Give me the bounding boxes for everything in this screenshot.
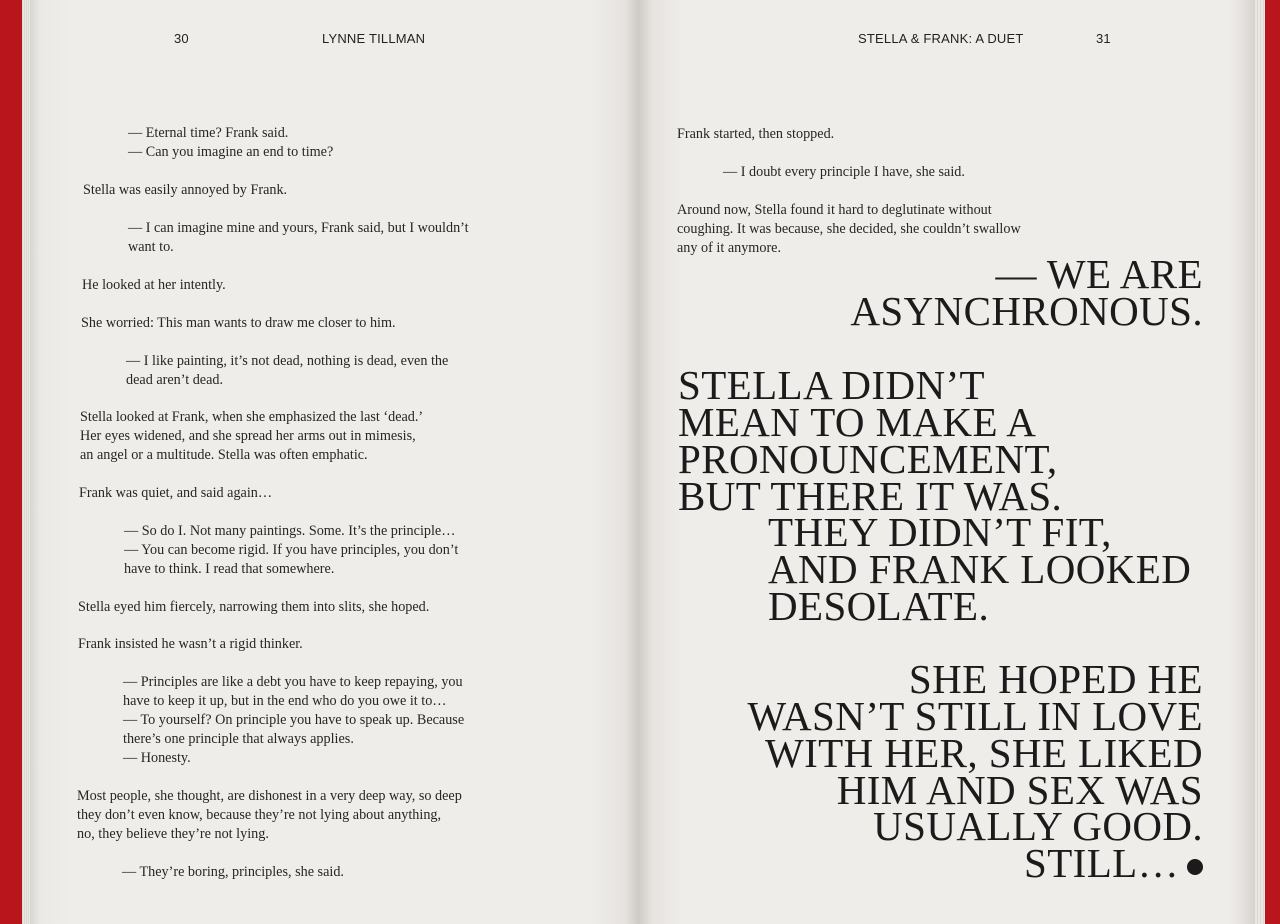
text-line: no, they believe they’re not lying. — [77, 826, 269, 842]
display-line: ASYNCHRONOUS. — [850, 288, 1203, 334]
left-page — [30, 0, 638, 924]
text-line: — So do I. Not many paintings. Some. It’s the principle… — [124, 523, 456, 539]
display-line-text: STILL… — [1024, 840, 1179, 886]
text-line: Around now, Stella found it hard to deglutinate without — [677, 202, 992, 218]
right-page — [638, 0, 1255, 924]
text-line: — I can imagine mine and yours, Frank said, but I wouldn’t — [128, 220, 469, 236]
display-line: HIM AND SEX WAS — [836, 767, 1203, 813]
display-line: USUALLY GOOD. — [873, 803, 1203, 849]
text-line: Her eyes widened, and she spread her arms out in mimesis, — [80, 428, 416, 444]
display-line: MEAN TO MAKE A — [678, 399, 1037, 445]
text-line: want to. — [128, 239, 174, 255]
page-edge-right — [1255, 0, 1265, 924]
display-line-final — [1024, 840, 1203, 886]
display-line: — WE ARE — [995, 251, 1203, 297]
text-line: — I like painting, it’s not dead, nothing is dead, even the — [126, 353, 449, 369]
end-dot-icon — [1187, 859, 1203, 875]
display-line: DESOLATE. — [768, 583, 990, 629]
text-line: — They’re boring, principles, she said. — [122, 864, 344, 880]
text-line: — Honesty. — [123, 750, 191, 766]
text-line: they don’t even know, because they’re not lying about anything, — [77, 807, 442, 823]
page-edge-left — [22, 0, 30, 924]
text-line: Most people, she thought, are dishonest in a very deep way, so deep — [77, 788, 462, 804]
display-line: STELLA DIDN’T — [678, 362, 985, 408]
left-page-number: 30 — [174, 31, 189, 46]
text-line: have to keep it up, but in the end who do you owe it to… — [123, 693, 447, 709]
text-line: Frank insisted he wasn’t a rigid thinker. — [78, 636, 303, 652]
text-line: — Principles are like a debt you have to keep repaying, you — [123, 674, 463, 690]
display-line: PRONOUNCEMENT, — [678, 436, 1058, 482]
text-line: have to think. I read that somewhere. — [124, 561, 335, 577]
text-line: — I doubt every principle I have, she said. — [723, 164, 965, 180]
text-line: — Can you imagine an end to time? — [128, 144, 334, 160]
text-line: Stella was easily annoyed by Frank. — [83, 182, 288, 198]
right-running-head: STELLA & FRANK: A DUET — [858, 31, 1024, 46]
text-line: Frank started, then stopped. — [677, 126, 835, 142]
left-running-head: LYNNE TILLMAN — [322, 31, 426, 46]
text-line: there’s one principle that always applies. — [123, 731, 354, 747]
display-line: AND FRANK LOOKED — [768, 546, 1192, 592]
text-line: — To yourself? On principle you have to speak up. Because — [123, 712, 465, 728]
text-line: Stella looked at Frank, when she emphasized the last ‘dead.’ — [80, 409, 424, 425]
right-page-number: 31 — [1096, 31, 1111, 46]
text-line: — Eternal time? Frank said. — [128, 125, 289, 141]
display-line: BUT THERE IT WAS. — [678, 473, 1063, 519]
display-line: SHE HOPED HE — [908, 656, 1203, 702]
display-line: THEY DIDN’T FIT, — [768, 509, 1112, 555]
text-line: She worried: This man wants to draw me closer to him. — [81, 315, 396, 331]
display-line: WASN’T STILL IN LOVE — [747, 693, 1203, 739]
text-line: Stella eyed him fiercely, narrowing them into slits, she hoped. — [78, 599, 430, 615]
text-line: He looked at her intently. — [82, 277, 226, 293]
text-line: any of it anymore. — [677, 240, 782, 256]
display-line: WITH HER, SHE LIKED — [764, 730, 1203, 776]
text-line: dead aren’t dead. — [126, 372, 224, 388]
text-line: — You can become rigid. If you have principles, you don’t — [124, 542, 459, 558]
text-line: coughing. It was because, she decided, she couldn’t swallow — [677, 221, 1021, 237]
text-line: Frank was quiet, and said again… — [79, 485, 273, 501]
text-line: an angel or a multitude. Stella was often emphatic. — [80, 447, 368, 463]
